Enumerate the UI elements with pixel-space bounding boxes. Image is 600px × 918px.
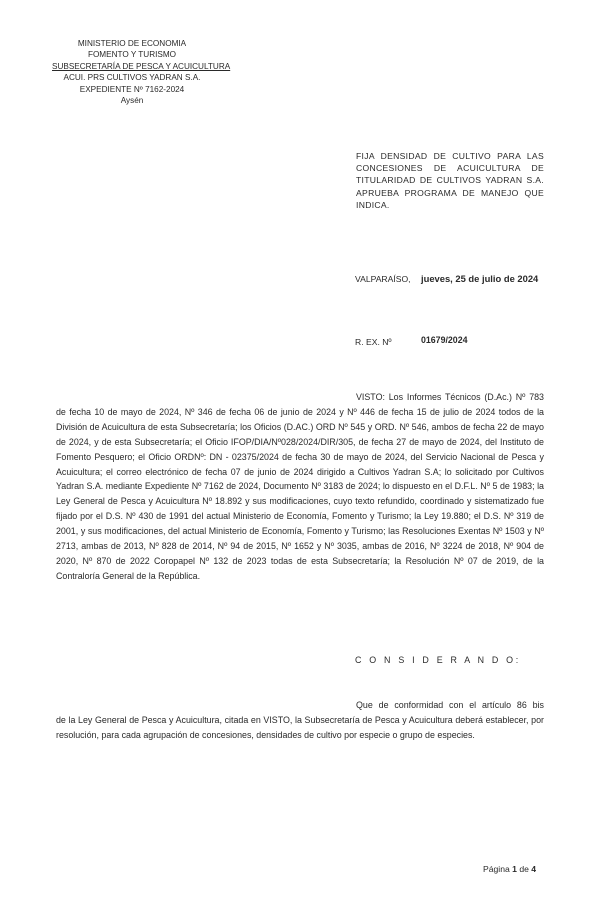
resolution-subject: FIJA DENSIDAD DE CULTIVO PARA LAS CONCESIONES DE ACUICULTURA DE TITULARIDAD DE CULTIVOS YADRAN S.A. APRUEBA PROGRAMA DE MANEJO QUE INDICA. <box>356 151 544 210</box>
date-city: VALPARAÍSO, <box>355 274 411 284</box>
date-value: jueves, 25 de julio de 2024 <box>421 273 539 284</box>
company-line: ACUI. PRS CULTIVOS YADRAN S.A. <box>63 73 201 83</box>
page-total: 4 <box>531 864 537 874</box>
expediente-line: EXPEDIENTE Nº 7162-2024 <box>79 84 185 94</box>
considerando-first-line: Que de conformidad con el artículo 86 bis <box>356 700 544 710</box>
ministry-line-2: FOMENTO Y TURISMO <box>87 50 177 60</box>
visto-section <box>56 390 544 584</box>
page-number: 1 <box>512 864 517 874</box>
region-line: Aysén <box>120 96 144 106</box>
letterhead <box>52 38 231 106</box>
visto-paragraph: de fecha 10 de mayo de 2024, Nº 346 de fecha 06 de junio de 2024 y Nº 446 de fecha 15 de julio de 2024 todos de la División de Acuicultura de esta Subsecretaría; los Oficios (D.AC.) ORD Nº 545 y ORD. Nº 546, ambos de fecha 22 de mayo de 2024, y de esta Subsecretaría; el Oficio IFOP/DIA/Nº028/2024/DIR/305, de fecha 27 de mayo de 2024, del Instituto de Fomento Pesquero; el Oficio ORDNº: DN - 02375/2024 de fecha 30 de mayo de 2024, del Servicio Nacional de Pesca y Acuicultura; el correo electrónico de fecha 07 de junio de 2024 dirigido a Cultivos Yadran S.A; lo solicitado por Cultivos Yadran S.A. mediante Expediente Nº 7162 de 2024, Documento Nº 3183 de 2024; lo dispuesto en el D.F.L. Nº 5 de 1983; la Ley General de Pesca y Acuicultura Nº 18.892 y sus modificaciones, cuyo texto refundido, coordinado y sistematizado fue fijado por el D.S. Nº 430 de 1991 del actual Ministerio de Economía, Fomento y Turismo; la Ley 19.880; el D.S. Nº 319 de 2001, y sus modificaciones, del actual Ministerio de Economía, Fomento y Turismo; las Resoluciones Exentas Nº 1503 y Nº 2713, ambas de 2013, Nº 828 de 2014, Nº 94 de 2015, Nº 1652 y Nº 3035, ambas de 2016, Nº 3224 de 2018, Nº 904 de 2020, Nº 870 de 2022 Coropapel Nº 132 de 2023 todas de esta Subsecretaría; la Resolución Nº 07 de 2019, de la Contraloría General de la República. <box>56 406 544 581</box>
considerando-heading: C O N S I D E R A N D O: <box>355 655 521 665</box>
ministry-line: MINISTERIO DE ECONOMIA <box>77 39 187 48</box>
undersecretariat-line: SUBSECRETARÍA DE PESCA Y ACUICULTURA <box>52 61 231 71</box>
resolution-number: 01679/2024 <box>421 335 468 345</box>
page-footer <box>483 864 536 874</box>
of-word: de <box>519 864 529 874</box>
visto-first-line: VISTO: Los Informes Técnicos (D.Ac.) Nº 783 <box>356 392 544 402</box>
considerando-section <box>56 698 544 743</box>
resolution-label: R. EX. Nº <box>355 337 392 347</box>
page-word: Página <box>483 864 510 874</box>
considerando-paragraph: de la Ley General de Pesca y Acuicultura, citada en VISTO, la Subsecretaría de Pesca y Acuicultura deberá establecer, por resolución, para cada agrupación de concesiones, densidades de cultivo por especie o grupo de especies. <box>56 714 544 740</box>
